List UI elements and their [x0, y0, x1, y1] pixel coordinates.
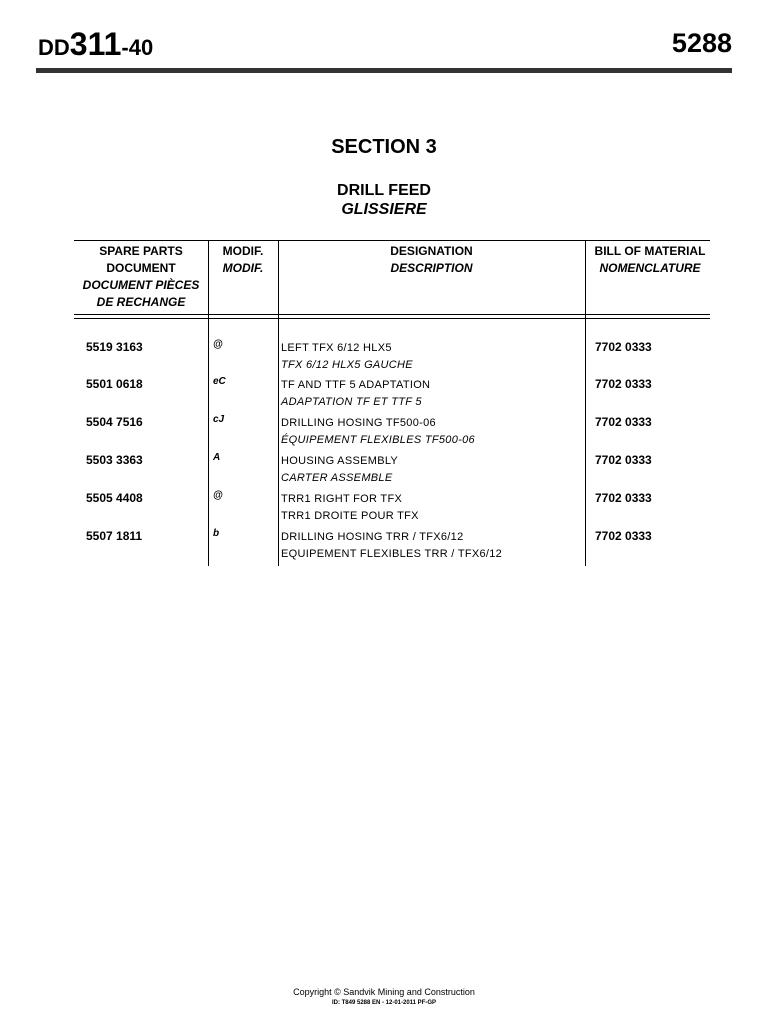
- modif-code: @: [213, 339, 223, 350]
- bill-of-material: 7702 0333: [595, 453, 652, 467]
- modif-code: @: [213, 490, 223, 501]
- parts-table: [70, 240, 710, 570]
- header-line: MODIF.: [222, 244, 264, 258]
- subtitle-en: DRILL FEED: [337, 182, 431, 199]
- bill-of-material: 7702 0333: [595, 415, 652, 429]
- model-number: 311: [69, 26, 122, 62]
- header-line: DE RECHANGE: [96, 295, 186, 309]
- modif-code: cJ: [213, 414, 225, 425]
- modif-code: eC: [213, 376, 226, 387]
- header-line: BILL OF MATERIAL: [594, 244, 706, 258]
- header-rule: [36, 68, 732, 73]
- header-line: DESIGNATION: [390, 244, 473, 258]
- spare-parts-doc: 5503 3363: [86, 453, 143, 467]
- header-line: DESCRIPTION: [390, 261, 473, 275]
- designation-fr: TRR1 DROITE POUR TFX: [281, 510, 419, 522]
- designation-en: TF AND TTF 5 ADAPTATION: [281, 379, 431, 391]
- column-header-spare-parts: [74, 243, 208, 311]
- spare-parts-doc: 5507 1811: [86, 529, 143, 543]
- designation-en: HOUSING ASSEMBLY: [281, 455, 399, 467]
- designation-fr: EQUIPEMENT FLEXIBLES TRR / TFX6/12: [281, 548, 503, 560]
- copyright-text: Copyright © Sandvik Mining and Construction: [293, 987, 475, 997]
- spare-parts-doc: 5505 4408: [86, 491, 143, 505]
- header-divider-rule: [74, 314, 710, 315]
- table-row: [70, 377, 710, 415]
- table-row: [70, 529, 710, 567]
- bill-of-material: 7702 0333: [595, 529, 652, 543]
- header-line: DOCUMENT PIÈCES: [82, 278, 200, 292]
- bill-of-material: 7702 0333: [595, 377, 652, 391]
- column-header-modif: [208, 243, 278, 277]
- column-header-bill-of-material: [585, 243, 715, 277]
- designation-en: DRILLING HOSING TRR / TFX6/12: [281, 531, 464, 543]
- spare-parts-doc: 5504 7516: [86, 415, 143, 429]
- designation-fr: ÉQUIPEMENT FLEXIBLES TF500-06: [281, 434, 475, 446]
- header-line: SPARE PARTS: [99, 244, 183, 258]
- designation: [281, 340, 413, 374]
- model-prefix: DD: [38, 35, 70, 60]
- table-row: [70, 415, 710, 453]
- header-divider-rule: [74, 318, 710, 319]
- designation-en: LEFT TFX 6/12 HLX5: [281, 342, 392, 354]
- table-row: [70, 453, 710, 491]
- footer: [0, 987, 768, 1009]
- designation-fr: ADAPTATION TF ET TTF 5: [281, 396, 422, 408]
- designation: [281, 453, 398, 487]
- designation-en: DRILLING HOSING TF500-06: [281, 417, 436, 429]
- header-line: DOCUMENT: [106, 261, 176, 275]
- column-header-designation: [278, 243, 585, 277]
- designation: [281, 415, 475, 449]
- document-id: ID: T849 5288 EN - 12-01-2011 PF-GP: [331, 1000, 437, 1006]
- designation-en: TRR1 RIGHT FOR TFX: [281, 493, 403, 505]
- spare-parts-doc: 5501 0618: [86, 377, 143, 391]
- model-suffix: -40: [121, 35, 154, 60]
- section-subtitle: [0, 181, 768, 219]
- designation: [281, 529, 502, 563]
- designation-fr: TFX 6/12 HLX5 GAUCHE: [281, 359, 413, 371]
- header-line: MODIF.: [222, 261, 264, 275]
- designation: [281, 491, 419, 525]
- header-line: NOMENCLATURE: [599, 261, 701, 275]
- bill-of-material: 7702 0333: [595, 340, 652, 354]
- spare-parts-doc: 5519 3163: [86, 340, 143, 354]
- modif-code: b: [213, 528, 220, 539]
- designation-fr: CARTER ASSEMBLE: [281, 472, 393, 484]
- table-top-rule: [74, 240, 710, 241]
- modif-code: A: [213, 452, 221, 463]
- section-title: SECTION 3: [331, 136, 437, 158]
- table-row: [70, 491, 710, 529]
- table-row: [70, 340, 710, 378]
- model-title: [38, 28, 153, 60]
- bill-of-material: 7702 0333: [595, 491, 652, 505]
- document-number: 5288: [671, 28, 732, 58]
- designation: [281, 377, 430, 411]
- subtitle-fr: GLISSIERE: [341, 201, 427, 218]
